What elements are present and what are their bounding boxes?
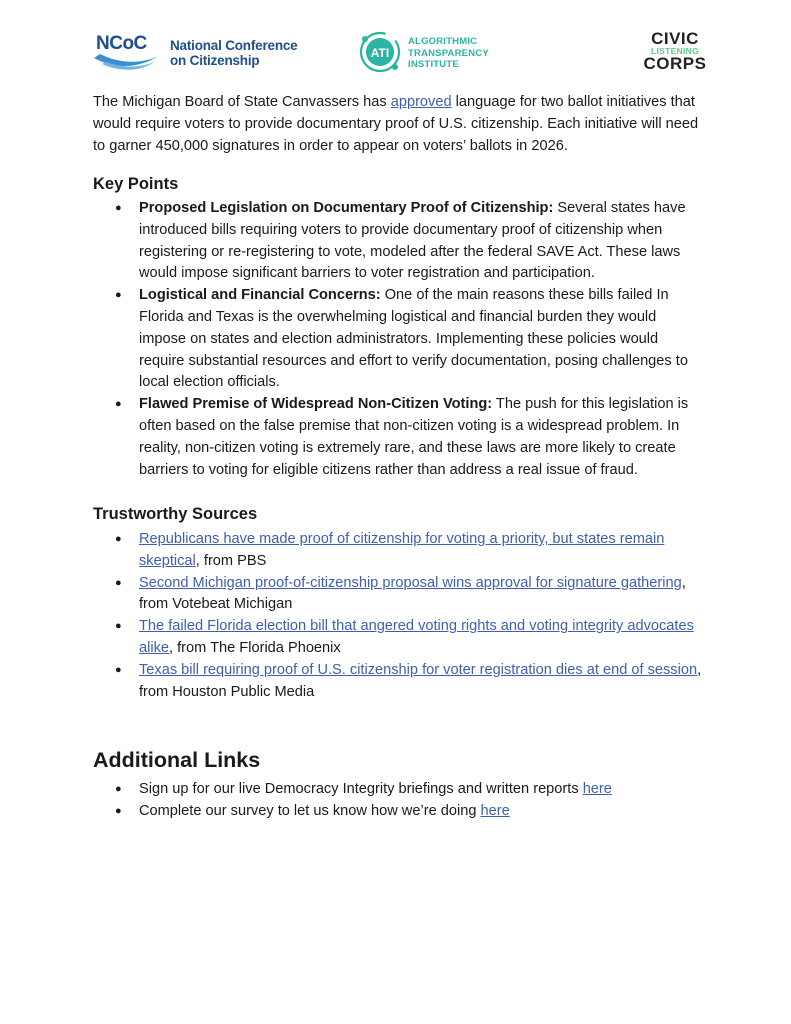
- ati-circle-icon: [358, 30, 402, 74]
- bullet-icon: ●: [115, 663, 122, 676]
- source-publisher: , from Votebeat Michigan: [139, 574, 686, 613]
- civic-listening-corps-logo: [640, 31, 710, 75]
- clc-line3: CORPS: [643, 54, 707, 73]
- bullet-icon: ●: [115, 533, 122, 545]
- key-point-text: Several states have introduced bills requiring voters to provide documentary proof of citizenship when registering or re-registering to vote, modeled after the federal SAVE Act. These laws would impose significant barriers to voter registration and participation.: [139, 200, 686, 282]
- key-points-heading: Key Points: [93, 175, 179, 193]
- ncoc-name: [170, 38, 297, 68]
- bullet-icon: ●: [115, 620, 122, 633]
- survey-here-link[interactable]: here: [480, 802, 510, 819]
- sources-heading: Trustworthy Sources: [93, 505, 258, 523]
- clc-line1: CIVIC: [651, 29, 699, 48]
- list-item: [93, 616, 703, 660]
- ati-name-line3: INSTITUTE: [408, 59, 459, 70]
- clc-line2: LISTENING: [650, 46, 700, 56]
- ati-logo: [358, 30, 498, 76]
- additional-link-text: Complete our survey to let us know how we’re doing: [139, 802, 481, 819]
- bullet-icon: ●: [115, 398, 122, 411]
- list-item: [93, 779, 703, 801]
- list-item: [93, 198, 703, 285]
- additional-links-list: [93, 779, 703, 823]
- source-link[interactable]: Texas bill requiring proof of U.S. citizenship for voter registration dies at end of session: [139, 661, 698, 678]
- ati-name-line1: ALGORITHMIC: [408, 36, 478, 47]
- additional-link-text: Sign up for our live Democracy Integrity briefings and written reports: [139, 781, 583, 797]
- additional-links-heading: Additional Links: [93, 748, 261, 772]
- intro-text-start: The Michigan Board of State Canvassers has: [93, 94, 391, 110]
- intro-paragraph: [93, 92, 703, 157]
- key-point-text: One of the main reasons these bills failed In Florida and Texas is the overwhelming logistical and financial burden they would impose on states and election administrators. Implementing these policies would require substantial resources and effort to verify documentation, posing challenges to local election officials.: [139, 287, 688, 391]
- bullet-icon: ●: [115, 804, 122, 817]
- sources-list: [93, 529, 703, 703]
- approved-link[interactable]: approved: [390, 94, 452, 110]
- bullet-icon: ●: [115, 289, 122, 302]
- key-point-title: Proposed Legislation on Documentary Proof of Citizenship:: [139, 200, 554, 216]
- source-publisher: , from PBS: [195, 552, 267, 569]
- source-link[interactable]: The failed Florida election bill that angered voting rights and voting integrity advocates alike: [139, 618, 694, 656]
- source-link[interactable]: Second Michigan proof-of-citizenship proposal wins approval for signature gathering: [139, 574, 682, 591]
- key-point-title: Logistical and Financial Concerns:: [139, 287, 381, 304]
- ncoc-name-line2: on Citizenship: [170, 53, 260, 68]
- key-point-title: Flawed Premise of Widespread Non-Citizen Voting:: [139, 396, 493, 413]
- intro-text-end: language for two ballot initiatives that would require voters to provide documentary proof of U.S. citizenship. Each initiative will need to garner 450,000 signatures in order to appear on voters’ ballots in 2026.: [93, 94, 699, 154]
- source-publisher: , from Houston Public Media: [139, 661, 702, 700]
- list-item: [93, 529, 703, 573]
- bullet-icon: ●: [115, 202, 122, 214]
- list-item: [93, 573, 703, 617]
- ncoc-name-line1: National Conference: [170, 38, 298, 53]
- list-item: [93, 801, 703, 823]
- svg-text:ATI: ATI: [370, 46, 390, 60]
- key-point-text: The push for this legislation is often based on the false premise that non-citizen voting is a widespread problem. In reality, non-citizen voting is extremely rare, and these laws are more likely to create barriers to voting for eligible citizens rather than address a real issue of fraud.: [139, 396, 689, 478]
- ati-name-line2: TRANSPARENCY: [408, 47, 489, 59]
- key-points-list: [93, 198, 703, 481]
- briefings-here-link[interactable]: here: [582, 781, 612, 797]
- source-publisher: , from The Florida Phoenix: [169, 639, 341, 656]
- bullet-icon: ●: [115, 783, 122, 795]
- list-item: [93, 285, 703, 394]
- ncoc-logo: [92, 32, 302, 74]
- list-item: [93, 394, 703, 481]
- list-item: [93, 660, 703, 704]
- source-link[interactable]: Republicans have made proof of citizenship for voting a priority, but states remain skeptical: [139, 531, 665, 569]
- bullet-icon: ●: [115, 576, 122, 589]
- ati-name: [408, 36, 489, 71]
- ncoc-mark-text: NCoC: [96, 33, 147, 54]
